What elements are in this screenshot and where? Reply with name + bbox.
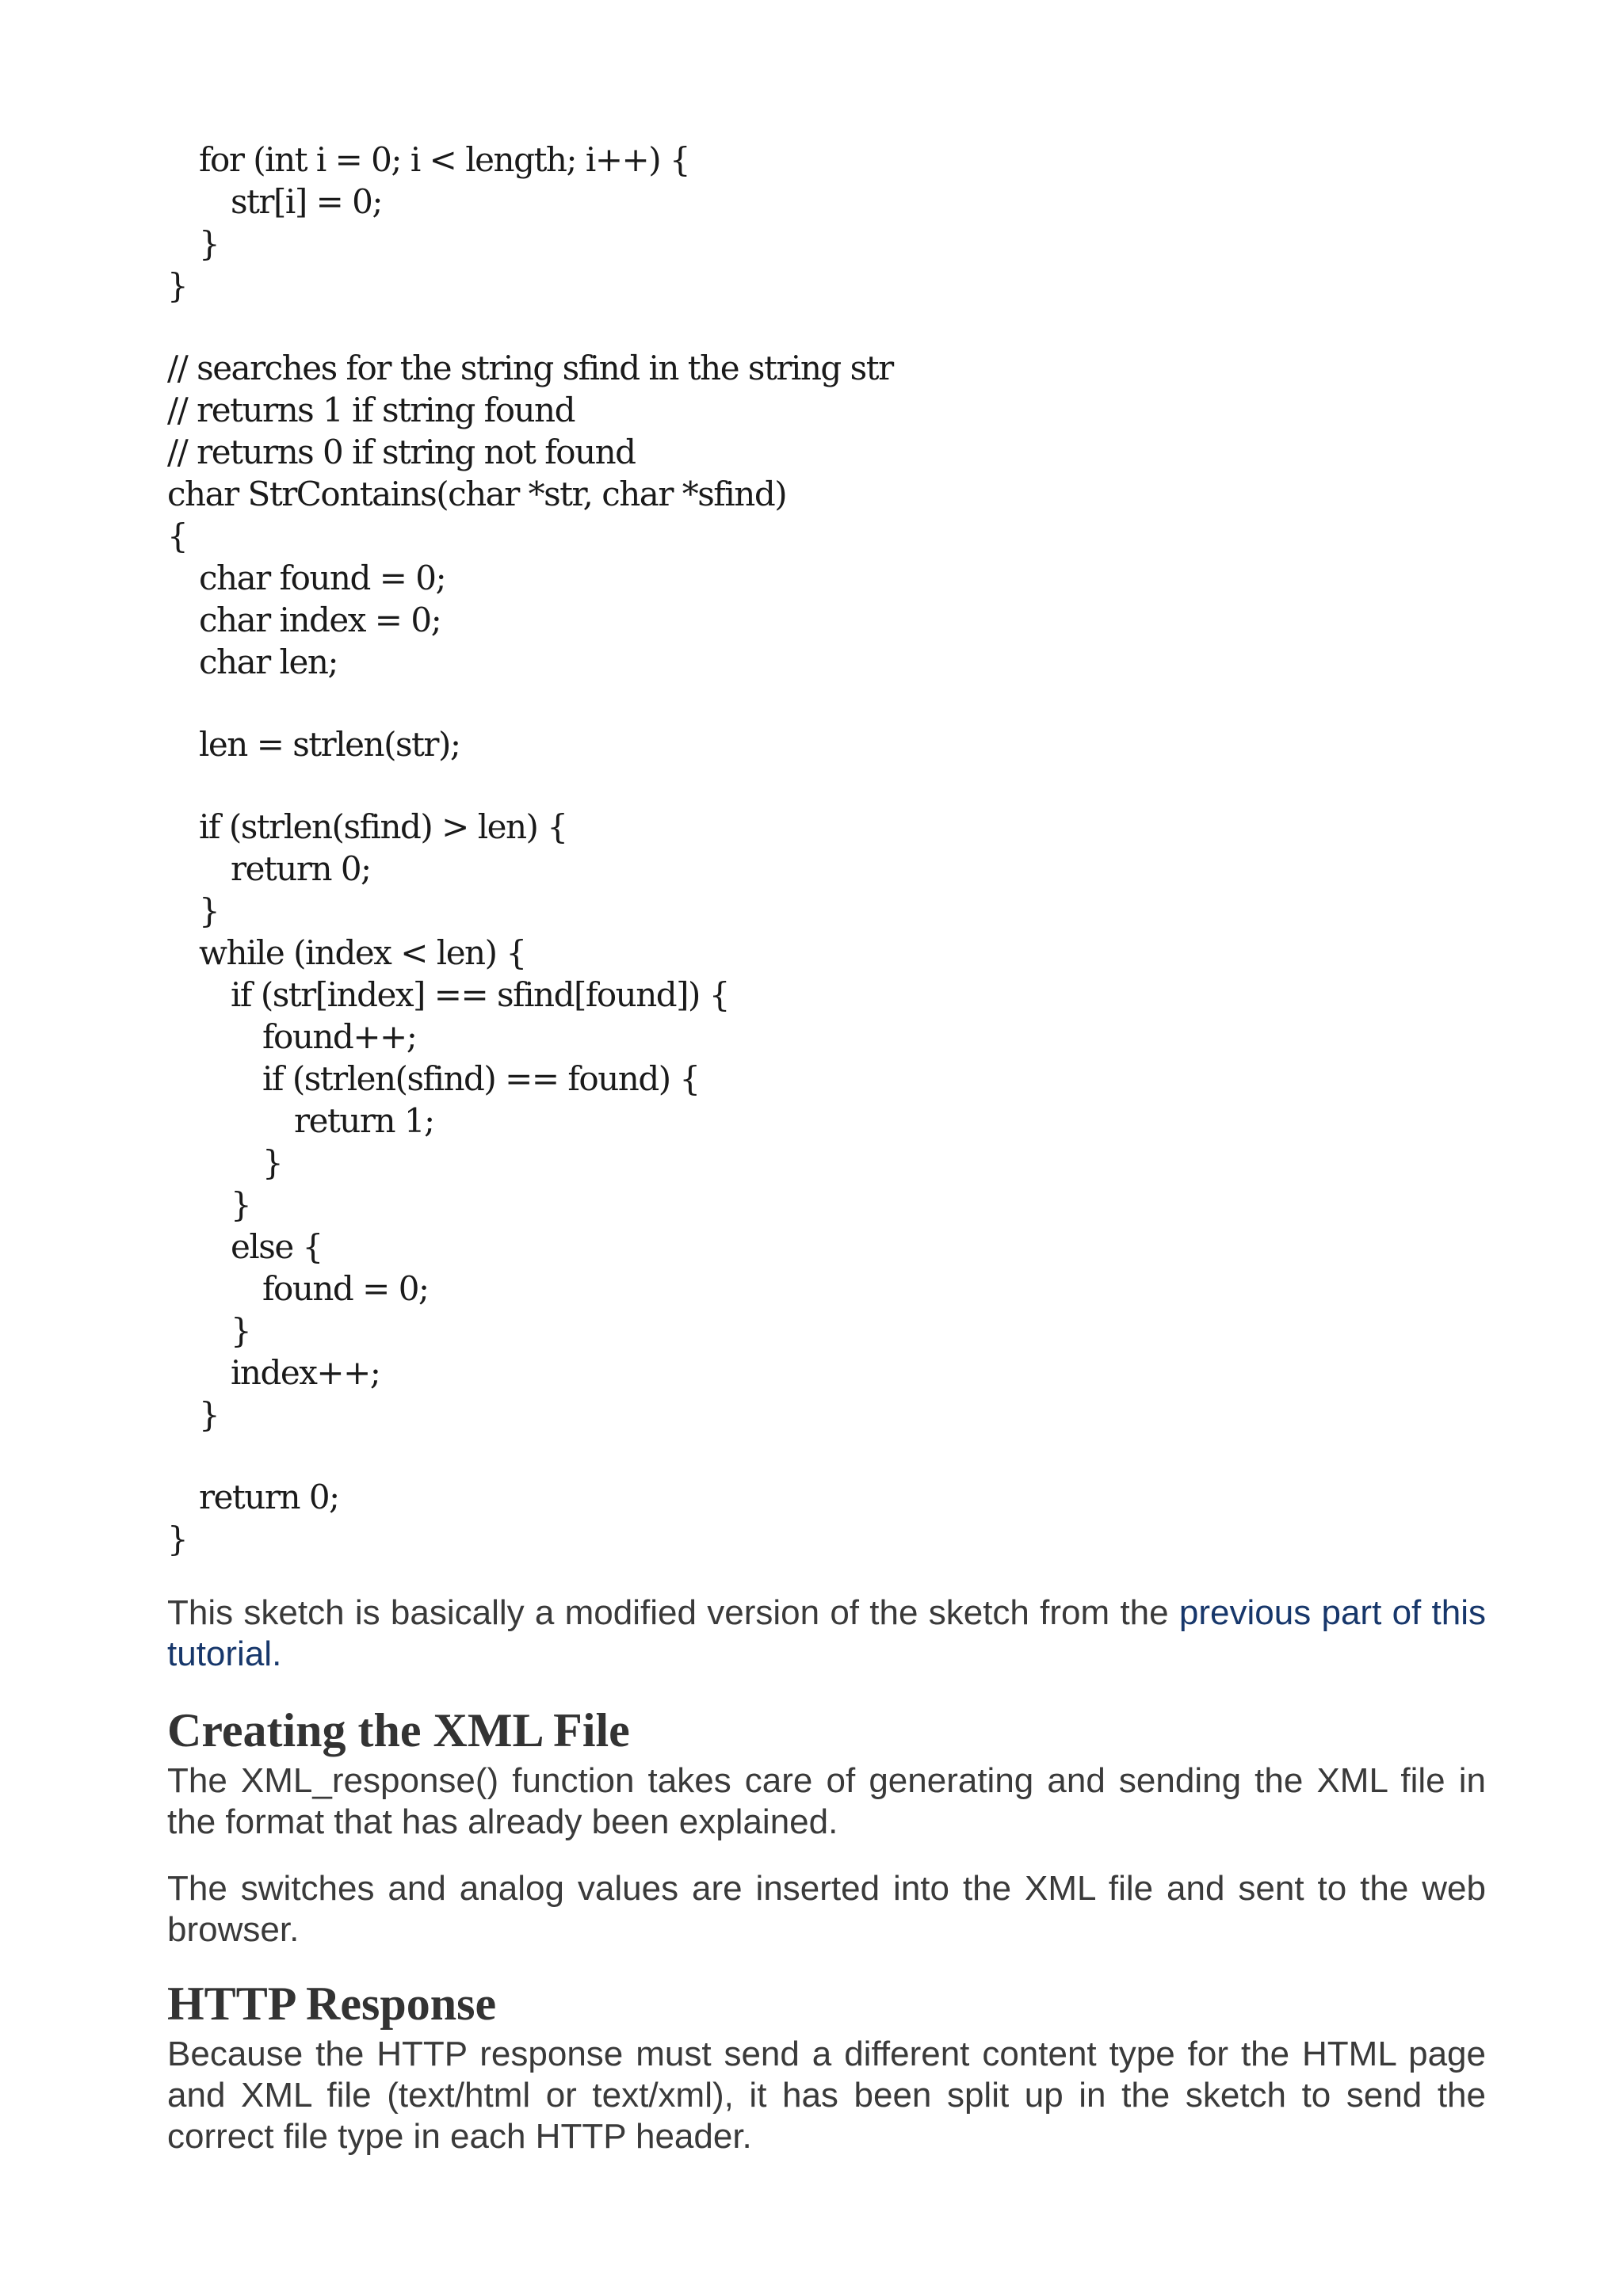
intro-paragraph xyxy=(167,1592,1486,1675)
code-comment: // returns 1 if string found xyxy=(167,391,575,429)
code-line: if (strlen(sfind) == found) { xyxy=(262,1059,700,1098)
code-line: } xyxy=(167,266,188,305)
code-line: found++; xyxy=(262,1017,417,1056)
code-line: if (str[index] == sfind[found]) { xyxy=(231,975,730,1014)
code-line: else { xyxy=(231,1227,323,1266)
code-comment: // returns 0 if string not found xyxy=(167,433,636,471)
code-line: char found = 0; xyxy=(199,559,446,597)
code-line: if (strlen(sfind) > len) { xyxy=(199,807,567,846)
code-line: return 0; xyxy=(199,1478,339,1516)
code-line: while (index < len) { xyxy=(199,933,526,972)
heading-http-response: HTTP Response xyxy=(167,1978,497,2030)
code-line: len = strlen(str); xyxy=(199,725,460,764)
code-line: return 0; xyxy=(231,849,371,888)
code-line: } xyxy=(231,1185,251,1224)
code-line: } xyxy=(262,1143,283,1182)
code-line: char index = 0; xyxy=(199,601,441,639)
xml-paragraph-2: The switches and analog values are inserted into the XML file and sent to the web browser. xyxy=(167,1869,1486,1949)
code-comment: // searches for the string sfind in the string str xyxy=(167,349,893,387)
heading-creating-xml-file: Creating the XML File xyxy=(167,1704,630,1756)
code-line: index++; xyxy=(231,1353,380,1392)
previous-part-link[interactable]: previous part of this tutorial. xyxy=(167,1593,1487,1673)
code-line: char len; xyxy=(199,643,338,681)
code-line: { xyxy=(167,517,188,555)
code-line: } xyxy=(199,224,220,263)
intro-text: This sketch is basically a modified version of the sketch from the xyxy=(167,1593,1179,1632)
code-line: } xyxy=(231,1311,251,1350)
http-paragraph-1: Because the HTTP response must send a different content type for the HTML page and XML file (text/html or text/xml), it has been split up in the sketch to send the correct file type in each HTTP header. xyxy=(167,2035,1486,2156)
code-line: found = 0; xyxy=(262,1269,429,1308)
xml-paragraph-1: The XML_response() function takes care of generating and sending the XML file in the format that has already been explained. xyxy=(167,1761,1486,1841)
code-line: char StrContains(char *str, char *sfind) xyxy=(167,475,787,513)
code-line: } xyxy=(199,891,220,930)
code-line: return 1; xyxy=(294,1101,434,1140)
code-line: } xyxy=(167,1520,188,1558)
code-line: str[i] = 0; xyxy=(231,182,382,221)
code-line: } xyxy=(199,1395,220,1434)
code-line: for (int i = 0; i < length; i++) { xyxy=(199,140,690,179)
